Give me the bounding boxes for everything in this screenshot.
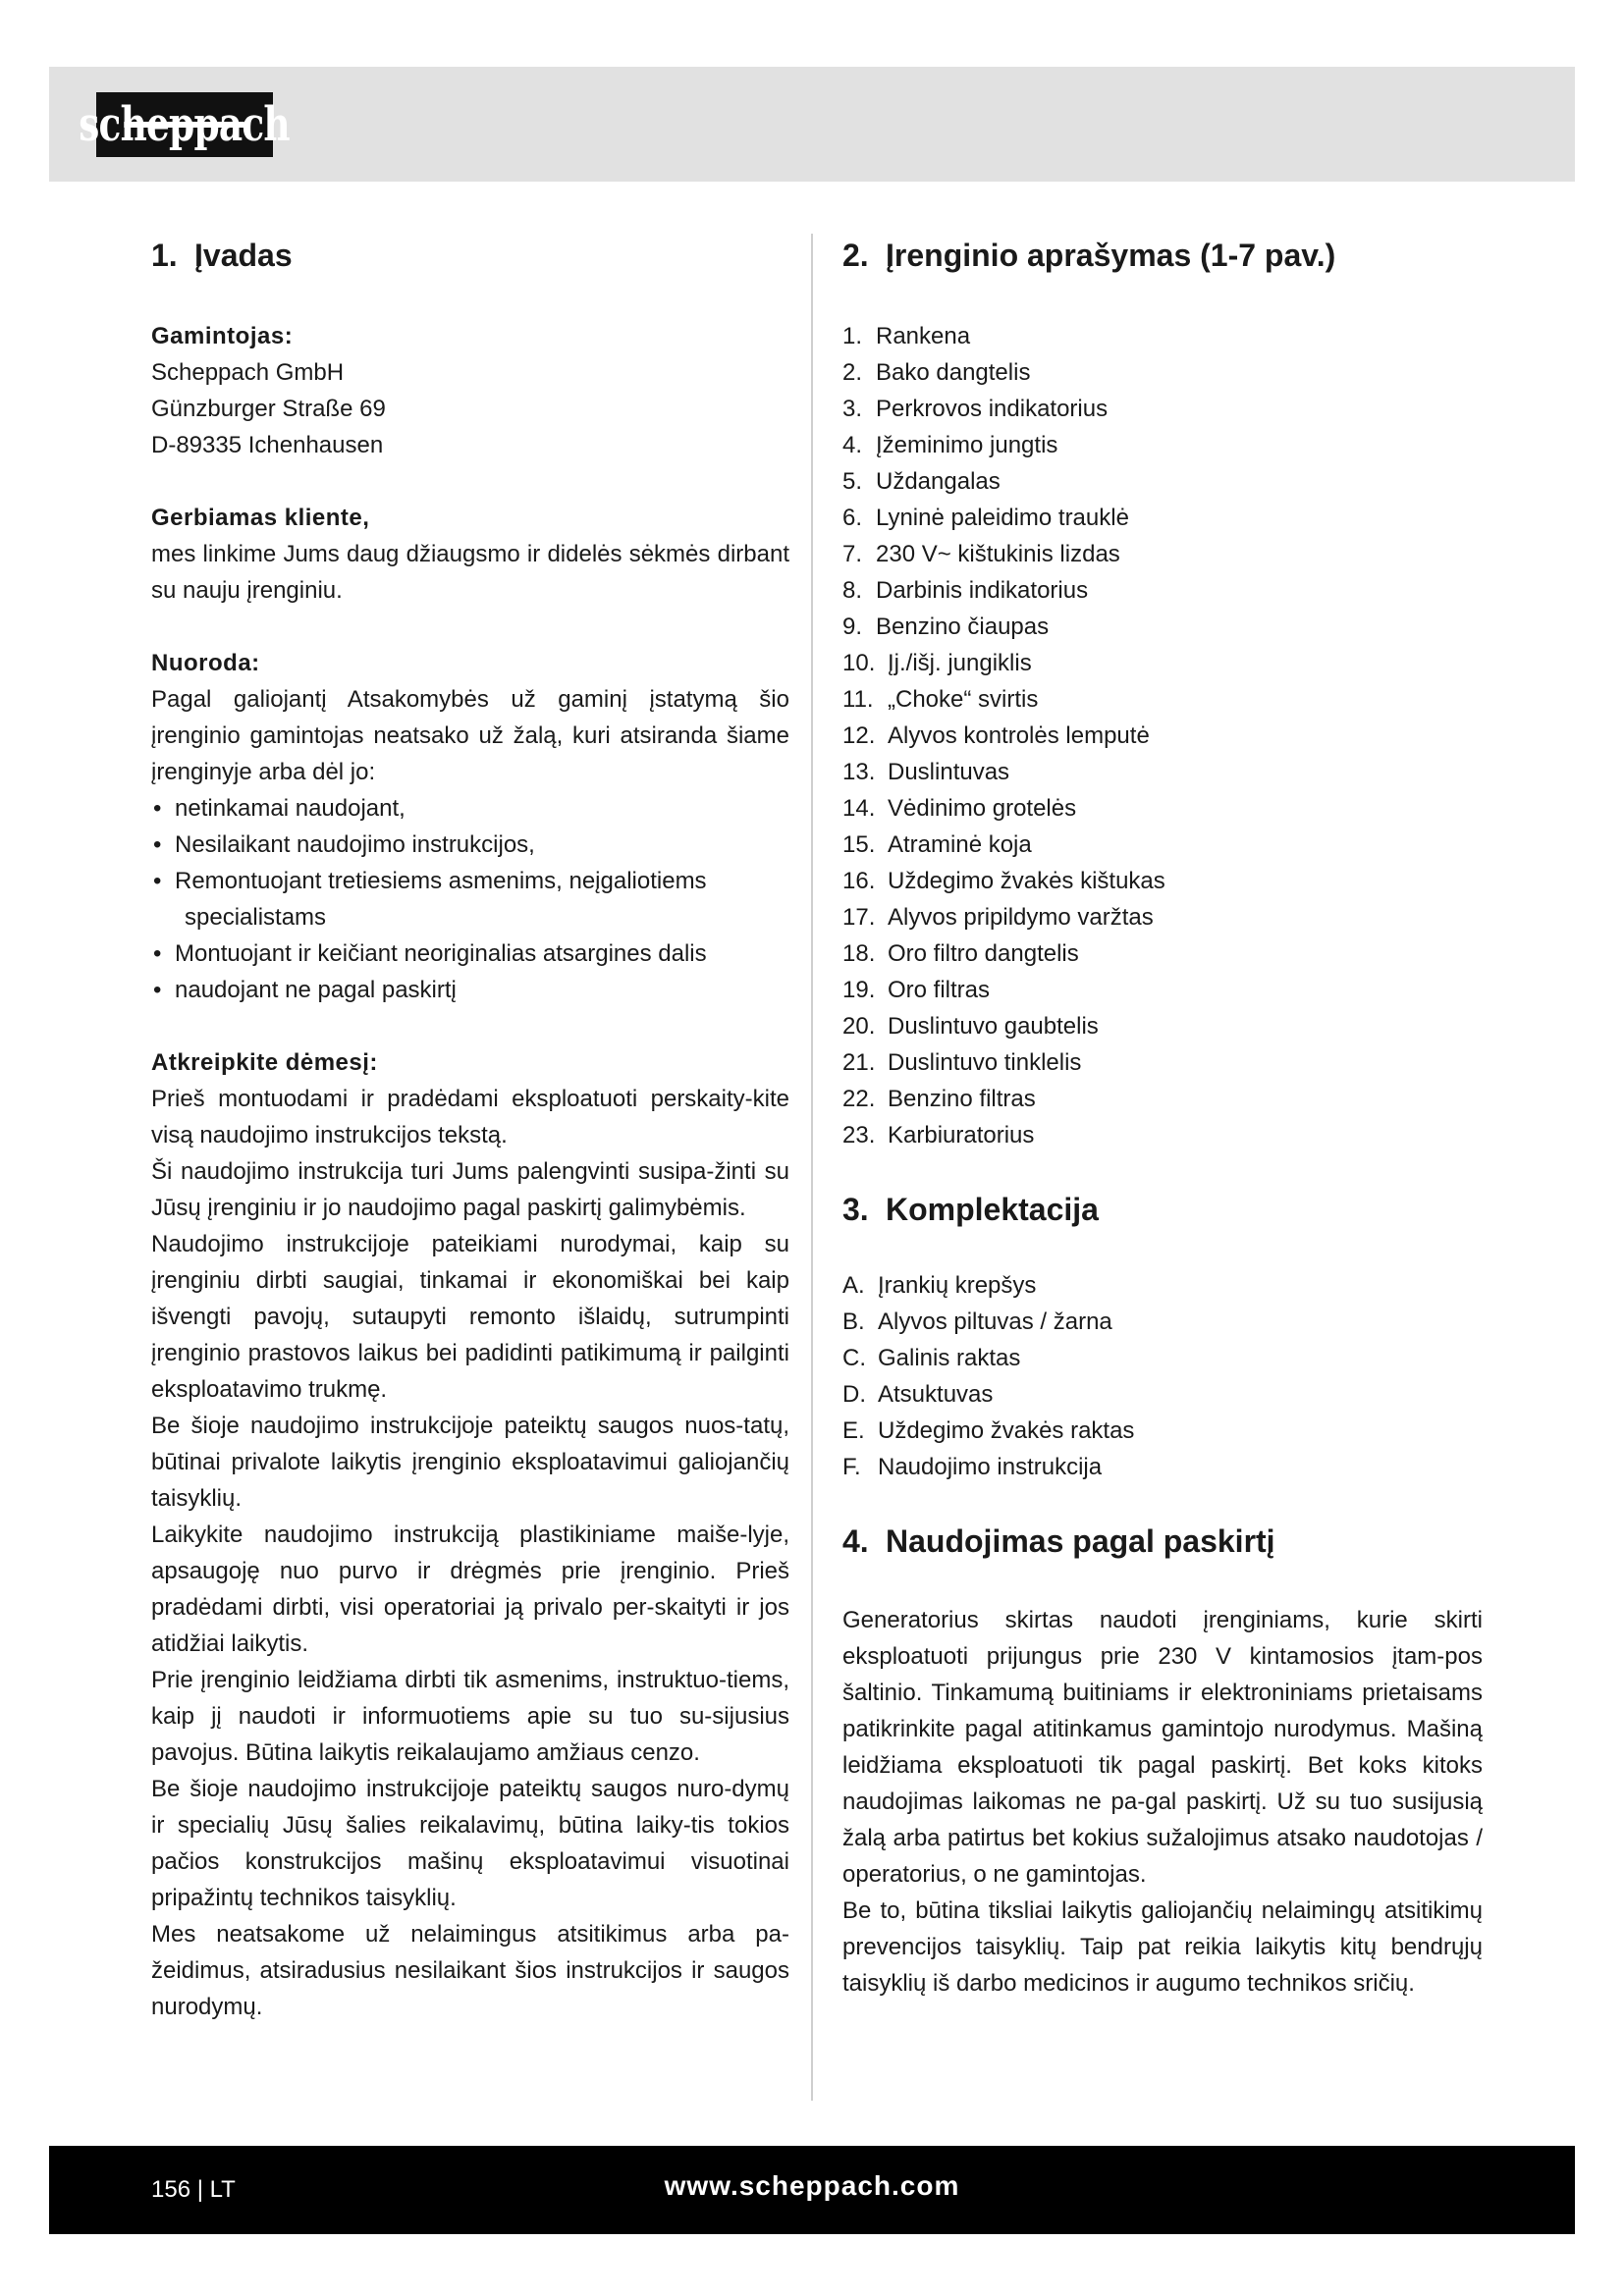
list-item [151,827,789,863]
list-item-label: Karbiuratorius [888,1122,1035,1148]
list-item-number: A. [842,1272,865,1299]
list-item-number: 17. [842,904,876,931]
list-item [842,463,1483,500]
list-item-number: 20. [842,1013,876,1040]
list-item-label: Benzino čiaupas [876,614,1050,640]
list-item-label: Uždegimo žvakės kištukas [888,868,1165,894]
list-item-label: Įžeminimo jungtis [876,432,1058,458]
bullet-text: netinkamai naudojant, [175,795,406,822]
list-item-label: Bako dangtelis [876,359,1031,386]
website-link[interactable]: www.scheppach.com [664,2170,960,2201]
list-item-number: 4. [842,432,863,458]
note-bullet-list [151,790,789,1008]
bullet-text: Montuojant ir keičiant neoriginalias atsargines dalis [175,940,707,967]
list-item-label: Alyvos piltuvas / žarna [878,1308,1112,1335]
list-item [842,1081,1483,1117]
note-block [151,645,789,1008]
list-item-number: 14. [842,795,876,822]
list-item-label: Galinis raktas [878,1345,1021,1371]
manufacturer-line: D-89335 Ichenhausen [151,432,384,458]
list-item-number: 21. [842,1049,876,1076]
manufacturer-line: Scheppach GmbH [151,359,345,386]
list-item-label: Oro filtras [888,977,991,1003]
list-item [151,790,789,827]
section-title-text: Naudojimas pagal paskirtį [886,1523,1275,1559]
attention-block [151,1044,789,2025]
list-item-label: 230 V~ kištukinis lizdas [876,541,1120,567]
list-item-number: 15. [842,831,876,858]
component-list [842,318,1483,1153]
list-item-label: Duslintuvo gaubtelis [888,1013,1099,1040]
list-item-number: 13. [842,759,876,785]
list-item [842,899,1483,935]
list-item [842,718,1483,754]
list-item [842,1413,1483,1449]
section-title-intro [151,236,789,275]
list-item [842,1117,1483,1153]
list-item [842,354,1483,391]
list-item [842,1044,1483,1081]
logo-text: scheppach [79,97,291,152]
list-item [842,1267,1483,1304]
list-item-label: Benzino filtras [888,1086,1036,1112]
section-title-text: Įrenginio aprašymas (1-7 pav.) [886,238,1336,273]
list-item-number: 11. [842,686,874,713]
bullet-text: Nesilaikant naudojimo instrukcijos, [175,831,535,858]
list-item [842,1008,1483,1044]
list-item-label: Lyninė paleidimo trauklė [876,505,1129,531]
scheppach-logo [79,92,291,157]
list-item-label: „Choke“ svirtis [888,686,1039,713]
list-item [842,318,1483,354]
section-number: 3. [842,1192,869,1227]
list-item [842,391,1483,427]
list-item [842,1304,1483,1340]
list-item [842,500,1483,536]
paragraph: Mes neatsakome už nelaimingus atsitikimus arba pa-žeidimus, atsiradusius nesilaikant šios instrukcijos ir saugos nurodymų. [151,1921,789,2020]
paragraph: Prie įrenginio leidžiama dirbti tik asmenims, instruktuo-tiems, kaip jį naudoti ir informuotiems apie su tuo su-sijusius pavojus. Būtina laikytis reikalaujamo amžiaus cenzo. [151,1667,789,1766]
paragraph: Ši naudojimo instrukcija turi Jums palengvinti susipa-žinti su Jūsų įrenginiu ir jo naudojimo pagal paskirtį galimybėmis. [151,1158,789,1221]
list-item-number: 19. [842,977,876,1003]
paragraph: Be šioje naudojimo instrukcijoje pateiktų saugos nuro-dymų ir specialių Jūsų šalies reikalavimų, būtina laiky-tis tokios pačios konstrukcijos mašinų eksploatavimui visuotinai pripažintų technikos taisyklių. [151,1776,789,1911]
note-text: Pagal galiojantį Atsakomybės už gaminį įstatymą šio įrenginio gamintojas neatsako už žalą, kuri atsiranda šiame įrenginyje arba dėl jo: [151,686,789,785]
list-item-number: F. [842,1454,861,1480]
manufacturer-line: Günzburger Straße 69 [151,396,386,422]
list-item [842,427,1483,463]
attention-label: Atkreipkite dėmesį: [151,1049,378,1076]
list-item-label: Alyvos kontrolės lemputė [888,722,1150,749]
list-item-label: Duslintuvas [888,759,1010,785]
list-item-number: B. [842,1308,865,1335]
greeting-text: mes linkime Jums daug džiaugsmo ir didelės sėkmės dirbant su nauju įrenginiu. [151,541,789,604]
section-title-intended-use [842,1522,1483,1561]
list-item-label: Atsuktuvas [878,1381,994,1408]
paragraph: Generatorius skirtas naudoti įrenginiams, kurie skirti eksploatuoti prijungus prie 230 V kintamosios įtam-pos šaltinio. Tinkamumą buitiniams ir elektroniniams prietaisams patikrinkite pagal atitinkamus gamintojo nurodymus. Mašiną leidžiama eksploatuoti tik pagal paskirtį. Bet koks kitoks naudojimas laikomas ne pa-gal paskirtį. Už su tuo susijusią žalą arba patirtus bet kokius sužalojimus atsako naudotojas / operatorius, o ne gamintojas. [842,1607,1483,1888]
section-title-delivery [842,1190,1483,1229]
list-item [842,1340,1483,1376]
list-item-label: Perkrovos indikatorius [876,396,1109,422]
list-item [151,863,789,935]
note-label: Nuoroda: [151,650,260,676]
list-item-number: E. [842,1417,865,1444]
manufacturer-block [151,318,789,463]
list-item [842,681,1483,718]
list-item [842,827,1483,863]
footer [49,2146,1575,2234]
list-item-label: Oro filtro dangtelis [888,940,1079,967]
list-item [842,863,1483,899]
list-item-number: 10. [842,650,876,676]
list-item-number: 1. [842,323,863,349]
delivery-list [842,1267,1483,1485]
list-item-label: Naudojimo instrukcija [878,1454,1103,1480]
list-item [842,645,1483,681]
list-item-number: 7. [842,541,863,567]
section-title-description [842,236,1483,275]
list-item [842,609,1483,645]
list-item-number: 23. [842,1122,876,1148]
list-item-label: Įj./išj. jungiklis [888,650,1032,676]
list-item-number: 9. [842,614,863,640]
list-item-label: Uždegimo žvakės raktas [878,1417,1135,1444]
bullet-continuation: specialistams [185,904,327,931]
list-item-number: 8. [842,577,863,604]
list-item [842,935,1483,972]
list-item [151,972,789,1008]
section-number: 1. [151,238,178,273]
right-column [842,236,1483,2002]
paragraph: Laikykite naudojimo instrukciją plastikiniame maiše-lyje, apsaugoję nuo purvo ir drėgmės prie įrenginio. Prieš pradėdami dirbti, visi operatoriai ją privalo per-skaityti ir jos atidžiai laikytis. [151,1522,789,1657]
list-item-label: Darbinis indikatorius [876,577,1089,604]
section-title-text: Įvadas [194,238,293,273]
list-item-number: 18. [842,940,876,967]
bullet-text: naudojant ne pagal paskirtį [175,977,457,1003]
paragraph: Prieš montuodami ir pradėdami eksploatuoti perskaity-kite visą naudojimo instrukcijos tekstą. [151,1086,789,1148]
list-item [151,935,789,972]
list-item-number: 2. [842,359,863,386]
bullet-text: Remontuojant tretiesiems asmenims, neįgaliotiems [175,868,707,894]
list-item-number: 3. [842,396,863,422]
list-item-number: C. [842,1345,866,1371]
list-item [842,754,1483,790]
section-number: 4. [842,1523,869,1559]
section-number: 2. [842,238,869,273]
list-item-label: Rankena [876,323,971,349]
list-item-number: 16. [842,868,876,894]
header-band [49,67,1575,182]
list-item [842,536,1483,572]
paragraph: Naudojimo instrukcijoje pateikiami nurodymai, kaip su įrenginiu dirbti saugiai, tinkamai ir ekonomiškai bei kaip išvengti pavojų, sutaupyti remonto išlaidų, sutrumpinti įrenginio prastovos laikus bei padidinti patikimumą ir pailginti eksploatavimo trukmę. [151,1231,789,1403]
paragraph: Be šioje naudojimo instrukcijoje pateiktų saugos nuos-tatų, būtinai privalote laikytis įrenginio eksploatavimui galiojančių taisyklių. [151,1413,789,1512]
list-item-number: D. [842,1381,866,1408]
list-item [842,1376,1483,1413]
list-item-number: 5. [842,468,863,495]
list-item [842,1449,1483,1485]
greeting-block [151,500,789,609]
greeting-label: Gerbiamas kliente, [151,505,370,531]
list-item-number: 12. [842,722,876,749]
list-item-number: 22. [842,1086,876,1112]
list-item [842,572,1483,609]
list-item-label: Vėdinimo grotelės [888,795,1077,822]
intended-use-block [842,1602,1483,2002]
left-column [151,236,789,2025]
section-title-text: Komplektacija [886,1192,1099,1227]
list-item [842,790,1483,827]
list-item [842,972,1483,1008]
page-number: 156 | LT [151,2176,236,2203]
list-item-number: 6. [842,505,863,531]
column-divider [811,234,813,2101]
list-item-label: Duslintuvo tinklelis [888,1049,1082,1076]
paragraph: Be to, būtina tiksliai laikytis galiojančių nelaimingų atsitikimų prevencijos taisyklių. Taip pat reikia laikytis kitų bendrųjų taisyklių iš darbo medicinos ir augumo technikos sričių. [842,1897,1483,1997]
list-item-label: Atraminė koja [888,831,1032,858]
list-item-label: Alyvos pripildymo varžtas [888,904,1154,931]
list-item-label: Uždangalas [876,468,1001,495]
manufacturer-label: Gamintojas: [151,323,294,349]
list-item-label: Įrankių krepšys [878,1272,1037,1299]
